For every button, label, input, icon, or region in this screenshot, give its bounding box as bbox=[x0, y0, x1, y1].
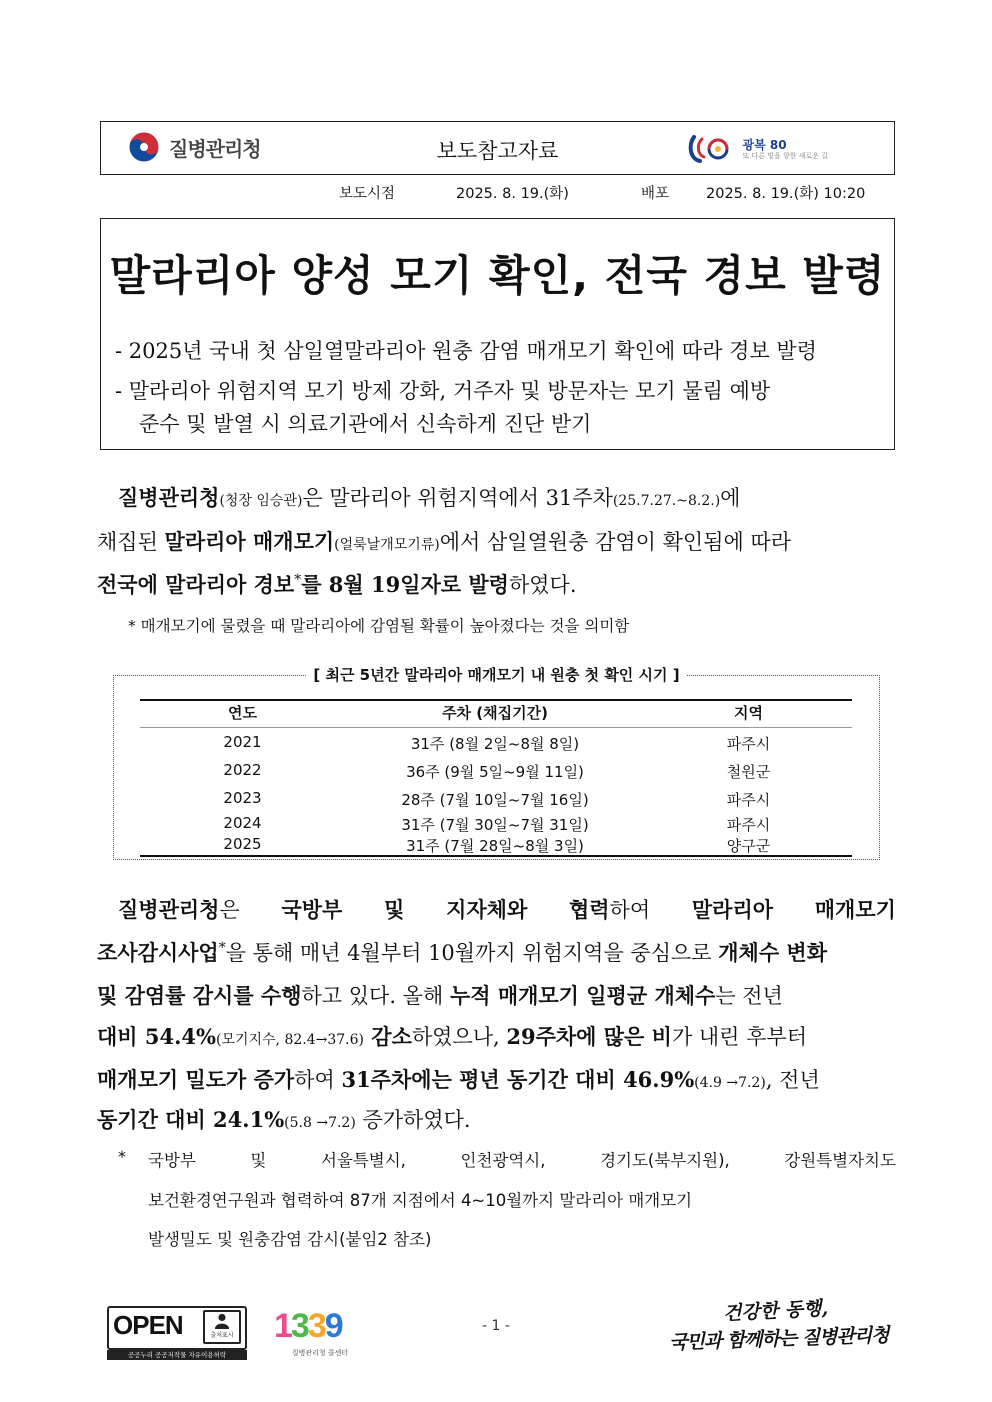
callcenter-caption: 질병관리청 콜센터 bbox=[291, 1349, 349, 1357]
text-fragment: 하여 bbox=[609, 898, 651, 922]
paragraph-2-line-4 bbox=[97, 1021, 897, 1051]
table-cell: 31주 (7월 28일~8월 3일) bbox=[406, 837, 584, 855]
callcenter-digit: 3 bbox=[290, 1307, 308, 1345]
attribution-badge-label: 출처표시 bbox=[210, 1332, 234, 1339]
footnote-1: * 매개모기에 물렸을 때 말라리아에 감염될 확률이 높아졌다는 것을 의미함 bbox=[128, 617, 630, 635]
commissioner-note: (청장 임승관) bbox=[219, 493, 303, 509]
week-period: (25.7.27.~8.2.) bbox=[612, 493, 721, 509]
footnote-star: * bbox=[294, 572, 302, 588]
callcenter-digit: 9 bbox=[324, 1307, 342, 1345]
table-cell: 파주시 bbox=[726, 735, 771, 753]
kdca-slogan bbox=[648, 1296, 888, 1356]
anopheles-note: (얼룩날개모기류) bbox=[334, 537, 440, 553]
text-fragment: 을 통해 매년 4월부터 10월까지 위험지역을 중심으로 bbox=[225, 941, 719, 965]
text-fragment: 증가하였다. bbox=[355, 1108, 471, 1132]
headline: 말라리아 양성 모기 확인, 전국 경보 발령 bbox=[109, 251, 886, 300]
table-cell: 철원군 bbox=[726, 763, 771, 781]
kdca-1339-callcenter-logo bbox=[270, 1306, 370, 1362]
text-fragment: 국방부 bbox=[148, 1151, 196, 1170]
paragraph-2-line-1 bbox=[118, 894, 896, 924]
liberation-80-mark-icon bbox=[688, 131, 738, 167]
table-cell: 2022 bbox=[223, 761, 262, 779]
distribution-date: 2025. 8. 19.(화) 10:20 bbox=[706, 186, 866, 202]
footnote-star: * bbox=[118, 1147, 126, 1166]
text-fragment: 에서 삼일열원충 감염이 확인됨에 따라 bbox=[439, 530, 792, 554]
distribution-label: 배포 bbox=[641, 186, 670, 202]
text-fragment: 은 bbox=[219, 898, 240, 922]
paragraph-1-line-2 bbox=[97, 526, 897, 556]
week31-increase-bold: 31주차에는 평년 동기간 대비 46.9% bbox=[341, 1067, 695, 1092]
density-increase-bold: 매개모기 밀도가 증가 bbox=[97, 1067, 295, 1092]
nationwide-alert-bold: 전국에 말라리아 경보 bbox=[97, 572, 295, 597]
heavy-rain-bold: 29주차에 많은 비 bbox=[506, 1024, 672, 1049]
local-gov-bold: 지자체와 bbox=[446, 897, 528, 922]
paragraph-2-line-2 bbox=[97, 937, 897, 967]
paragraph-2-line-5 bbox=[97, 1064, 897, 1094]
paragraph-2-line-6 bbox=[97, 1104, 897, 1134]
subheadline-2: - 말라리아 위험지역 모기 방제 강화, 거주자 및 방문자는 모기 물림 예방 bbox=[115, 379, 771, 403]
text-fragment: 경기도(북부지원), bbox=[600, 1151, 730, 1170]
release-date: 2025. 8. 19.(화) bbox=[456, 186, 569, 202]
callcenter-digit: 1 bbox=[274, 1307, 291, 1345]
table-cell: 31주 (7월 30일~7월 31일) bbox=[401, 816, 589, 834]
footnote-star: * bbox=[218, 940, 226, 956]
kogl-caption: 공공누리 공공저작물 자유이용허락 bbox=[107, 1350, 247, 1360]
text-fragment: 은 말라리아 위험지역에서 31주차 bbox=[302, 486, 613, 510]
text-fragment: 에 bbox=[720, 486, 741, 510]
surveillance-program-bold: 조사감시사업 bbox=[97, 940, 219, 965]
liberation-80-logo bbox=[688, 131, 828, 167]
table-cell: 파주시 bbox=[726, 791, 771, 809]
release-label: 보도시점 bbox=[339, 186, 396, 202]
footnote-2-line-3: 발생밀도 및 원충감염 감시(붙임2 참조) bbox=[148, 1230, 432, 1249]
malaria-bold: 말라리아 bbox=[691, 897, 774, 922]
page-number: - 1 - bbox=[482, 1318, 510, 1334]
liberation-80-subtitle: 또 다른 빛을 향한 새로운 길 bbox=[742, 151, 828, 160]
text-fragment: , 전년 bbox=[765, 1068, 820, 1092]
table-cell: 2024 bbox=[223, 814, 262, 832]
table-cell: 2025 bbox=[223, 835, 262, 853]
paragraph-1-line-1 bbox=[118, 482, 896, 512]
decrease-percent-bold: 대비 54.4% bbox=[97, 1024, 216, 1049]
table-header-week: 주차 (채집기간) bbox=[442, 704, 548, 722]
liberation-80-title: 광복 80 bbox=[742, 137, 787, 152]
text-fragment: 하고 있다. 올해 bbox=[301, 984, 450, 1008]
text-fragment: 서울특별시, bbox=[320, 1151, 406, 1170]
index-change-note: (5.8 →7.2) bbox=[284, 1115, 356, 1131]
index-change-note: (4.9 →7.2) bbox=[694, 1075, 766, 1091]
slogan-line-2: 국민과 함께하는 질병관리청 bbox=[668, 1324, 889, 1354]
text-fragment: 는 전년 bbox=[715, 984, 783, 1008]
subheadline-1: - 2025년 국내 첫 삼일열말라리아 원충 감염 매개모기 확인에 따라 경보 발령 bbox=[115, 339, 817, 363]
table-header-region: 지역 bbox=[734, 704, 763, 722]
text-fragment: 가 내린 후부터 bbox=[671, 1025, 808, 1049]
footnote-2-line-2: 보건환경연구원과 협력하여 87개 지점에서 4~10월까지 말라리아 매개모기 bbox=[148, 1191, 693, 1210]
org-name: 질병관리청 bbox=[169, 138, 261, 161]
table-caption: [ 최근 5년간 말라리아 매개모기 내 원충 첫 확인 시기 ] bbox=[113, 664, 880, 685]
population-change-bold: 개체수 변화 bbox=[718, 940, 827, 965]
text-fragment: 채집된 bbox=[97, 530, 165, 554]
table-top-rule bbox=[140, 699, 852, 701]
cooperation-bold: 협력 bbox=[568, 897, 610, 922]
subheadline-2-continued: 준수 및 발열 시 의료기관에서 신속하게 진단 받기 bbox=[139, 412, 592, 436]
table-cell: 36주 (9월 5일~9월 11일) bbox=[406, 763, 584, 781]
table-cell: 28주 (7월 10일~7월 16일) bbox=[401, 791, 589, 809]
table-cell: 2021 bbox=[223, 733, 262, 751]
vector-mosquito-bold: 말라리아 매개모기 bbox=[164, 529, 335, 554]
footnote-2-line-1 bbox=[148, 1147, 896, 1171]
paragraph-1-line-3 bbox=[97, 569, 897, 599]
text-fragment: 및 bbox=[250, 1151, 267, 1170]
table-header-rule bbox=[140, 727, 852, 728]
text-fragment: 및 bbox=[384, 897, 405, 922]
yoy-increase-bold: 동기간 대비 24.1% bbox=[97, 1107, 285, 1132]
doc-type: 보도참고자료 bbox=[436, 139, 559, 163]
slogan-line-1: 건강한 동행, bbox=[722, 1297, 829, 1325]
text-fragment: 강원특별자치도 bbox=[784, 1151, 896, 1170]
text-fragment: 하였다. bbox=[508, 573, 577, 597]
table-header-year: 연도 bbox=[228, 704, 257, 722]
header-box bbox=[100, 121, 895, 175]
ministry-of-defense-bold: 국방부 bbox=[281, 897, 343, 922]
text-fragment: 하였으나, bbox=[411, 1025, 507, 1049]
title-box bbox=[100, 218, 895, 450]
org-name-bold: 질병관리청 bbox=[118, 897, 220, 922]
vector-mosquito-bold: 매개모기 bbox=[814, 897, 896, 922]
table-cell: 파주시 bbox=[726, 816, 771, 834]
infection-surveillance-bold: 및 감염률 감시를 수행 bbox=[97, 983, 302, 1008]
table-cell: 31주 (8월 2일~8월 8일) bbox=[410, 735, 580, 753]
alert-date-bold: 를 8월 19일자로 발령 bbox=[301, 572, 509, 597]
text-fragment: 하여 bbox=[294, 1068, 342, 1092]
open-text: OPEN bbox=[113, 1310, 183, 1340]
daily-average-bold: 누적 매개모기 일평균 개체수 bbox=[449, 983, 716, 1008]
callcenter-digit: 3 bbox=[307, 1307, 325, 1345]
mosquito-index-note: (모기지수, 82.4→37.6) bbox=[215, 1032, 364, 1048]
decrease-bold: 감소 bbox=[363, 1024, 412, 1049]
text-fragment: 인천광역시, bbox=[460, 1151, 546, 1170]
table-cell: 2023 bbox=[223, 789, 262, 807]
org-name-bold: 질병관리청 bbox=[118, 485, 220, 510]
paragraph-2-line-3 bbox=[97, 980, 897, 1010]
table-cell: 양구군 bbox=[726, 837, 771, 855]
